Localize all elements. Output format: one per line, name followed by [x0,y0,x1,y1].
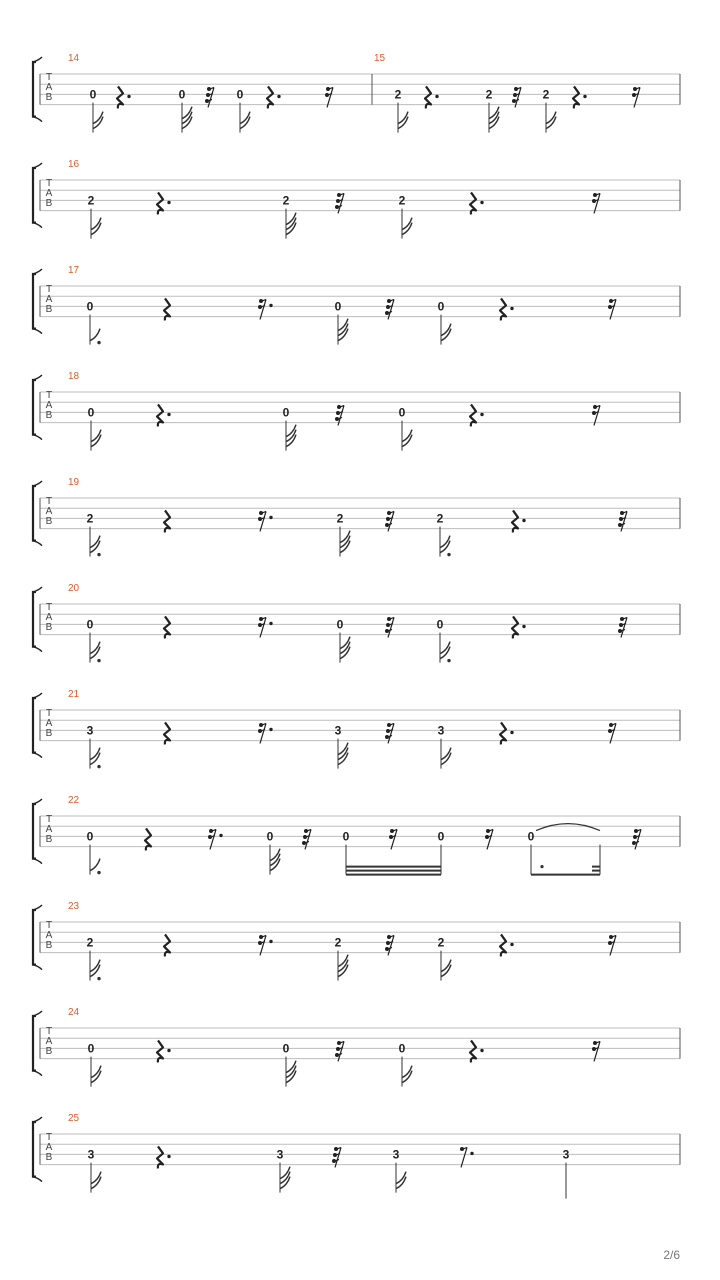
note-flag [546,112,556,124]
tab-system [33,795,680,875]
note-flag [286,213,296,225]
measure-number: 21 [68,689,80,700]
quarter-rest [512,616,518,638]
dot [583,95,586,98]
system-bracket-hook [33,481,42,546]
note-flag [402,1066,412,1078]
dot [510,731,513,734]
fret-number: 0 [398,405,406,420]
tab-system [33,1113,680,1199]
fret-number: 0 [86,617,94,632]
fret-number: 0 [437,299,445,314]
note-flag [441,324,451,336]
note-flag [182,107,192,119]
fret-number: 0 [86,829,94,844]
quarter-rest [267,86,273,108]
fret-number: 0 [87,405,95,420]
quarter-rest [470,1040,476,1062]
measure-number: 17 [68,265,80,276]
fret-number: 2 [282,193,290,208]
fret-number: 0 [437,829,445,844]
dot [510,307,513,310]
dot [269,304,272,307]
measure-number: 19 [68,477,80,488]
quarter-rest [164,934,170,956]
note-flag [90,536,100,548]
fret-number: 0 [527,829,535,844]
dot [97,341,100,344]
tab-clef-letter: B [45,940,53,951]
system-bracket [33,168,36,223]
system-bracket [33,62,36,117]
note-flag [91,1172,101,1184]
measure [68,371,600,451]
quarter-rest [512,510,518,532]
system-bracket [33,380,36,435]
note-flag [338,955,348,967]
note-flag [340,531,350,543]
dot [447,553,450,556]
dot [269,622,272,625]
fret-number: 3 [392,1147,400,1162]
fret-number: 3 [437,723,445,738]
tab-clef-letter: A [45,294,53,305]
note-flag [441,748,451,760]
quarter-rest [164,722,170,744]
quarter-rest [573,86,579,108]
system-bracket [33,592,36,647]
tab-clef-letter: T [45,390,53,401]
fret-number: 2 [87,193,95,208]
system-bracket-hook [33,269,42,334]
tab-system [33,53,680,133]
tab-clef-letter: T [45,602,53,613]
note-flag [90,748,100,760]
fret-number: 0 [89,87,97,102]
tab-system [33,1007,680,1087]
dot [167,1155,170,1158]
quarter-rest [164,510,170,532]
system-bracket [33,910,36,965]
measure [68,1007,600,1087]
dot [522,519,525,522]
note-flag [90,960,100,972]
system-bracket-hook [33,693,42,758]
note-flag [440,642,450,654]
fret-number: 0 [282,1041,290,1056]
fret-number: 3 [86,723,94,738]
tab-clef-letter: T [45,1026,53,1037]
dot [522,625,525,628]
measure [68,477,627,557]
fret-number: 0 [236,87,244,102]
tab-clef-letter: T [45,920,53,931]
tab-clef-letter: A [45,1036,53,1047]
dot [269,940,272,943]
measure [372,53,640,133]
tab-system [33,689,680,769]
tab-clef-letter: B [45,410,53,421]
tab-clef-letter: B [45,834,53,845]
fret-number: 2 [398,193,406,208]
quarter-rest [500,722,506,744]
tab-clef-letter: A [45,82,53,93]
measure [68,1113,570,1199]
quarter-rest [157,1146,163,1168]
note-flag [90,329,100,341]
fret-number: 3 [334,723,342,738]
fret-number: 2 [394,87,402,102]
dot [127,95,130,98]
note-flag [489,107,499,119]
dot [480,1049,483,1052]
tab-clef-letter: A [45,612,53,623]
dot [435,95,438,98]
tab-clef-letter: A [45,718,53,729]
measure [68,159,600,239]
tab-clef-letter: A [45,930,53,941]
tab-system [33,583,680,663]
note-flag [240,112,250,124]
dot [167,201,170,204]
fret-number: 2 [485,87,493,102]
fret-number: 2 [336,511,344,526]
quarter-rest [470,404,476,426]
fret-number: 2 [437,935,445,950]
dot [219,834,222,837]
note-flag [91,1066,101,1078]
note-flag [340,637,350,649]
system-bracket-hook [33,905,42,970]
note-flag [91,218,101,230]
note-flag [91,430,101,442]
system-bracket [33,274,36,329]
note-flag [440,536,450,548]
tab-clef-letter: A [45,1142,53,1153]
note-flag [280,1167,290,1179]
dot [167,413,170,416]
dot [269,728,272,731]
measure [68,265,616,345]
dot [97,871,100,874]
quarter-rest [164,616,170,638]
quarter-rest [425,86,431,108]
measure-number: 23 [68,901,80,912]
dot [97,977,100,980]
fret-number: 2 [334,935,342,950]
dot [540,865,543,868]
quarter-rest [117,86,123,108]
tab-clef-letter: T [45,814,53,825]
dot [480,201,483,204]
note-flag [270,849,280,861]
dot [97,553,100,556]
fret-number: 2 [542,87,550,102]
note-flag [90,859,100,871]
fret-number: 0 [342,829,350,844]
tab-clef-letter: B [45,622,53,633]
tab-clef-letter: T [45,1132,53,1143]
dot [97,765,100,768]
system-bracket-hook [33,799,42,864]
fret-number: 0 [86,299,94,314]
tab-clef-letter: A [45,506,53,517]
system-bracket [33,698,36,753]
measure [68,583,627,663]
tab-system [33,265,680,345]
note-flag [338,743,348,755]
note-flag [398,112,408,124]
measure-number: 14 [68,53,80,64]
dot [269,516,272,519]
note-flag [286,1061,296,1073]
system-bracket-hook [33,1011,42,1076]
quarter-rest [157,404,163,426]
quarter-rest [500,934,506,956]
system-bracket [33,486,36,541]
measure [68,689,616,769]
system-bracket [33,804,36,859]
note-flag [286,425,296,437]
fret-number: 0 [266,829,274,844]
measure-number: 22 [68,795,80,806]
fret-number: 0 [282,405,290,420]
fret-number: 0 [87,1041,95,1056]
note-flag [90,642,100,654]
tab-system [33,477,680,557]
fret-number: 0 [336,617,344,632]
system-bracket-hook [33,1117,42,1182]
fret-number: 2 [436,511,444,526]
fret-number: 3 [562,1147,570,1162]
measure-number: 25 [68,1113,80,1124]
measure [68,53,333,133]
system-bracket-hook [33,57,42,122]
system-bracket-hook [33,375,42,440]
tab-clef-letter: A [45,400,53,411]
tab-system [33,371,680,451]
tab-clef-letter: B [45,92,53,103]
system-bracket-hook [33,587,42,652]
tab-clef-letter: T [45,496,53,507]
quarter-rest [157,192,163,214]
quarter-rest [145,828,151,850]
quarter-rest [164,298,170,320]
dot [480,413,483,416]
measure-number: 20 [68,583,80,594]
measure-number: 18 [68,371,80,382]
tab-clef-letter: A [45,188,53,199]
dot [510,943,513,946]
measure-number: 15 [374,53,386,64]
measure-number: 24 [68,1007,80,1018]
quarter-rest [157,1040,163,1062]
fret-number: 0 [178,87,186,102]
dot [470,1152,473,1155]
dot [167,1049,170,1052]
note-flag [441,960,451,972]
tab-clef-letter: T [45,178,53,189]
tie [536,824,600,831]
tab-clef-letter: B [45,304,53,315]
fret-number: 0 [334,299,342,314]
dot [447,659,450,662]
fret-number: 2 [86,935,94,950]
tab-clef-letter: B [45,516,53,527]
tab-clef-letter: B [45,728,53,739]
note-flag [396,1172,406,1184]
tab-clef-letter: B [45,198,53,209]
tab-clef-letter: B [45,1046,53,1057]
quarter-rest [500,298,506,320]
note-flag [338,319,348,331]
tab-system [33,901,680,981]
tab-clef-letter: T [45,284,53,295]
system-bracket [33,1016,36,1071]
measure [68,901,616,981]
tab-clef-letter: A [45,824,53,835]
note-flag [402,430,412,442]
system-bracket-hook [33,163,42,228]
measure [68,795,641,875]
fret-number: 2 [86,511,94,526]
tab-system [33,159,680,239]
fret-number: 0 [398,1041,406,1056]
page-number: 2/6 [663,1248,680,1262]
dot [277,95,280,98]
tab-clef-letter: B [45,1152,53,1163]
note-flag [93,112,103,124]
dot [97,659,100,662]
tab-clef-letter: T [45,708,53,719]
note-flag [402,218,412,230]
quarter-rest [470,192,476,214]
fret-number: 3 [276,1147,284,1162]
tab-clef-letter: T [45,72,53,83]
system-bracket [33,1122,36,1177]
fret-number: 0 [436,617,444,632]
measure-number: 16 [68,159,80,170]
fret-number: 3 [87,1147,95,1162]
